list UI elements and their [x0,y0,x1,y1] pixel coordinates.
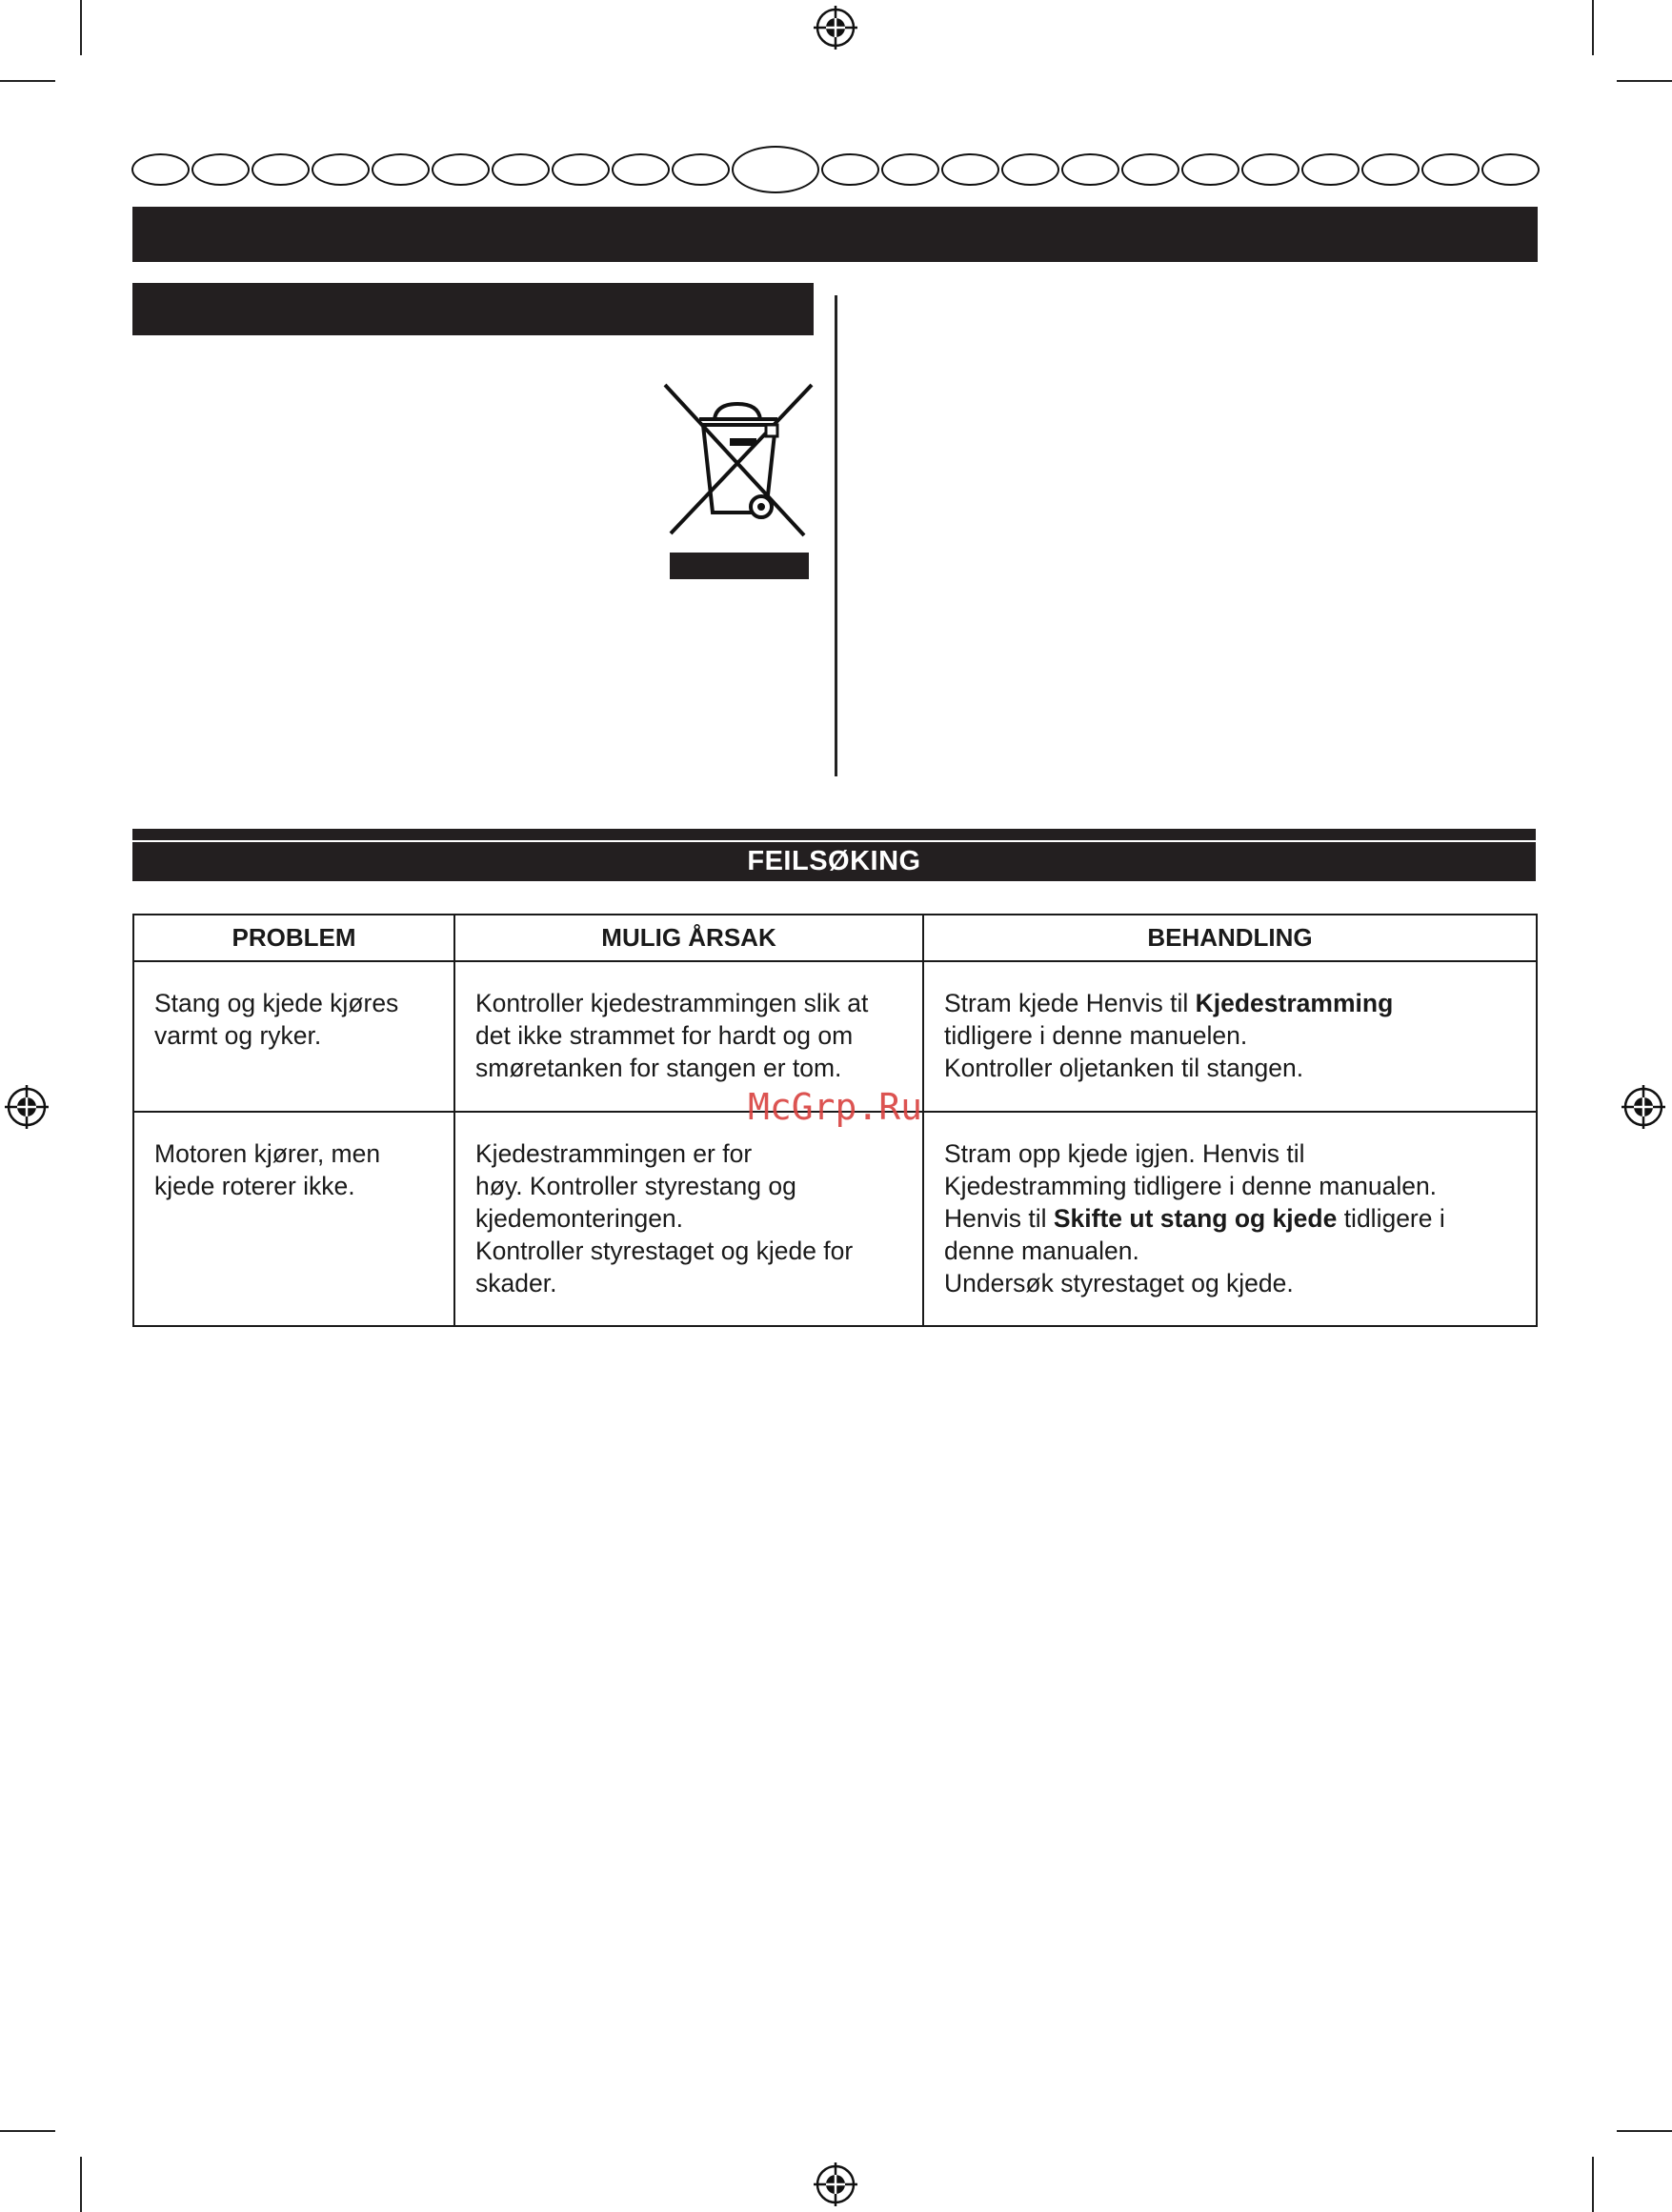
crossed-out-bin-icon [663,383,816,583]
crop-mark [1617,80,1672,82]
solution-cell: Stram kjede Henvis til Kjedestramming tidligere i denne manuelen. Kontroller oljetanken til stangen. [923,961,1537,1112]
header-solution: BEHANDLING [923,915,1537,961]
language-tab [552,153,610,186]
registration-mark-icon [5,1085,49,1129]
language-tab [881,153,939,186]
language-tab [131,153,190,186]
cross-reference: Skifte ut stang og kjede [1053,1204,1338,1233]
language-tab [372,153,430,186]
language-tab [191,153,250,186]
language-tab [1301,153,1360,186]
table-row [133,1112,1537,1326]
language-tab [1421,153,1480,186]
language-tab [612,153,670,186]
header-cause: MULIG ÅRSAK [454,915,923,961]
language-tab [1061,153,1119,186]
header-problem: PROBLEM [133,915,454,961]
crop-mark [1592,2157,1594,2212]
language-tab-active [732,146,819,193]
language-tab [1481,153,1540,186]
language-tab [672,153,730,186]
cross-reference: Kjedestramming [1195,989,1394,1017]
registration-mark-icon [814,6,857,50]
registration-mark-icon [814,2162,857,2206]
table-header-row [133,915,1537,961]
language-tab [1241,153,1299,186]
cause-cell: Kjedestrammingen er for høy. Kontroller styrestang og kjedemonteringen. Kontroller styrestaget og kjede for skader. [454,1112,923,1326]
language-tab [312,153,370,186]
column-divider [835,295,837,776]
watermark: McGrp.Ru [748,1086,923,1128]
language-tab [941,153,999,186]
solution-cell: Stram opp kjede igjen. Henvis til Kjedestramming tidligere i denne manualen. Henvis til Skifte ut stang og kjede tidligere i denne manualen. Undersøk styrestaget og kjede. [923,1112,1537,1326]
problem-cell: Motoren kjører, men kjede roterer ikke. [133,1112,454,1326]
crop-mark [80,2157,82,2212]
language-tab [821,153,879,186]
crop-mark [0,2130,55,2132]
language-tab [1121,153,1179,186]
registration-mark-icon [1622,1085,1665,1129]
language-tab [1361,153,1420,186]
problem-cell: Stang og kjede kjøres varmt og ryker. [133,961,454,1112]
language-tab [1181,153,1239,186]
cause-cell: Kontroller kjedestrammingen slik at det ikke strammet for hardt og om smøretanken for stangen er tom. [454,961,923,1112]
language-tab [492,153,550,186]
section-top-rule [132,829,1536,840]
crop-mark [1617,2130,1672,2132]
language-tab [432,153,490,186]
section-title: FEILSØKING [132,842,1536,881]
subsection-bar [132,283,814,335]
crop-mark [1592,0,1594,55]
crop-mark [0,80,55,82]
header-bar [132,207,1538,262]
language-tabs [131,146,1540,193]
language-tab [252,153,310,186]
language-tab [1001,153,1059,186]
crop-mark [80,0,82,55]
